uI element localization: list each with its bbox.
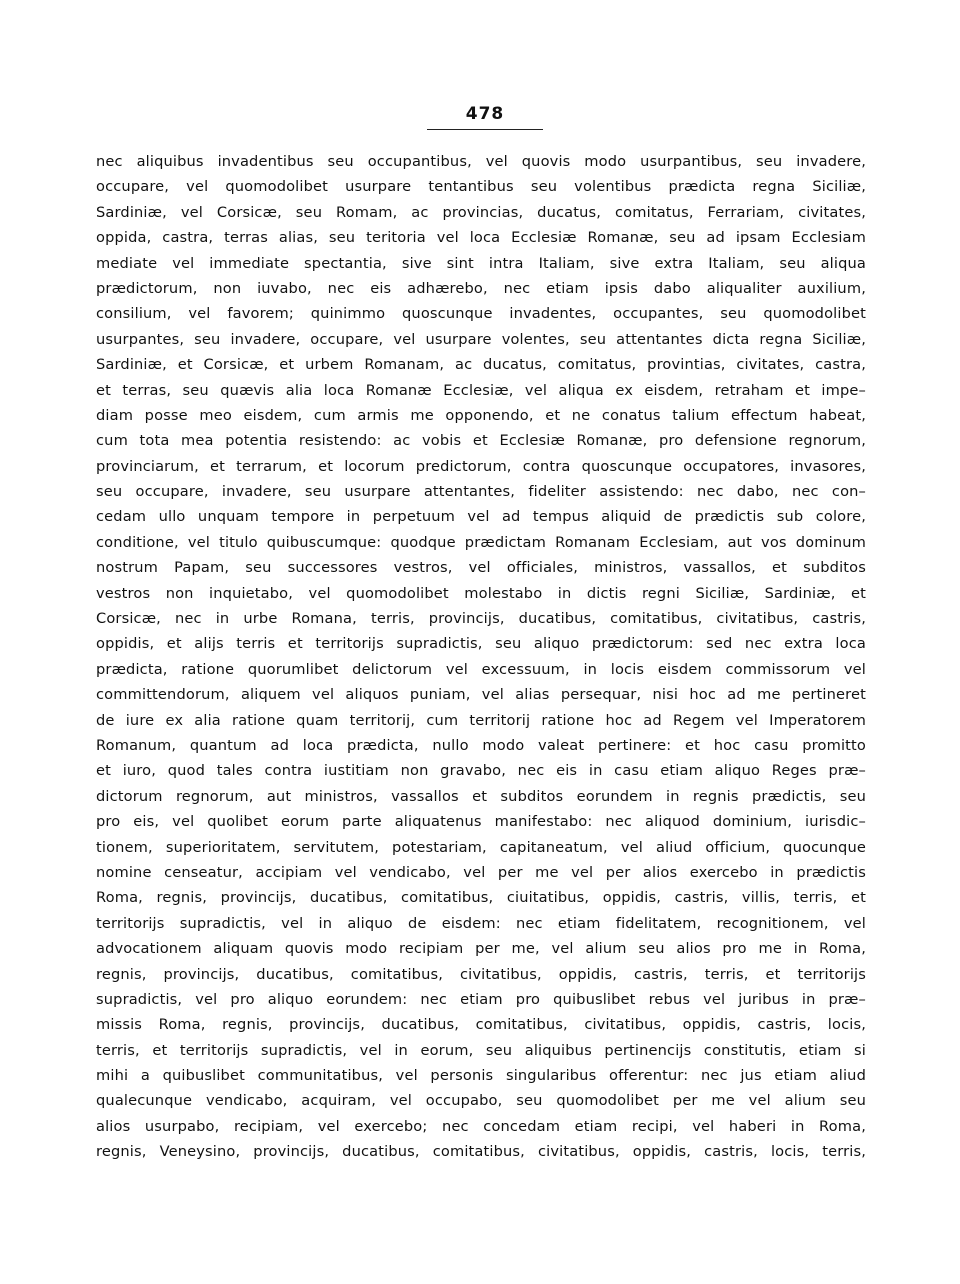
page-number: 478 (465, 104, 505, 124)
text-line: oppidis, et alijs terris et territorijs supradictis, seu aliquo prædictorum: sed nec extra loca (96, 635, 866, 653)
text-line: Corsicæ, nec in urbe Romana, terris, provincijs, ducatibus, comitatibus, civitatibus, castris, (96, 610, 866, 628)
text-line: nomine censeatur, accipiam vel vendicabo, vel per me vel per alios exercebo in prædictis (96, 863, 866, 881)
text-line: qualecunque vendicabo, acquiram, vel occupabo, seu quomodolibet per me vel alium seu (96, 1092, 866, 1110)
text-line: Sardiniæ, vel Corsicæ, seu Romam, ac provincias, ducatus, comitatus, Ferrariam, civitates, (96, 203, 866, 221)
text-line: cedam ullo unquam tempore in perpetuum vel ad tempus aliquid de prædictis sub colore, (96, 508, 866, 526)
text-line: cum tota mea potentia resistendo: ac vobis et Ecclesiæ Romanæ, pro defensione regnorum, (96, 432, 866, 450)
text-line: supradictis, vel pro aliquo eorundem: nec etiam pro quibuslibet rebus vel juribus in præ– (96, 990, 866, 1008)
text-line: dictorum regnorum, aut ministros, vassallos et subditos eorundem in regnis prædictis, seu (96, 787, 866, 805)
text-line: Romanum, quantum ad loca prædicta, nullo modo valeat pertinere: et hoc casu promitto (96, 736, 866, 754)
text-line: et iuro, quod tales contra iustitiam non gravabo, nec eis in casu etiam aliquo Reges præ– (96, 762, 866, 780)
text-line: prædictorum, non iuvabo, nec eis adhærebo, nec etiam ipsis dabo aliqualiter auxilium, (96, 279, 866, 297)
text-line: Sardiniæ, et Corsicæ, et urbem Romanam, ac ducatus, comitatus, provintias, civitates, castra, (96, 356, 866, 374)
text-line: committendorum, aliquem vel aliquos puniam, vel alias persequar, nisi hoc ad me pertineret (96, 686, 866, 704)
text-line: consilium, vel favorem; quinimmo quoscunque invadentes, occupantes, seu quomodolibet (96, 305, 866, 323)
text-line: mediate vel immediate spectantia, sive sint intra Italiam, sive extra Italiam, seu aliqua (96, 254, 866, 272)
text-line: nec aliquibus invadentibus seu occupantibus, vel quovis modo usurpantibus, seu invadere, (96, 153, 866, 170)
text-line: missis Roma, regnis, provincijs, ducatibus, comitatibus, civitatibus, oppidis, castris, locis, (96, 1016, 866, 1034)
text-line: oppida, castra, terras alias, seu teritoria vel loca Ecclesiæ Romanæ, seu ad ipsam Ecclesiam (96, 229, 866, 247)
text-line: terris, et territorijs supradictis, vel in eorum, seu aliquibus pertinencijs constitutis, etiam si (96, 1041, 866, 1059)
text-line: tionem, superioritatem, servitutem, potestariam, capitaneatum, vel aliud officium, quocunque (96, 838, 866, 856)
text-line: diam posse meo eisdem, cum armis me opponendo, et ne conatus talium effectum habeat, (96, 406, 866, 424)
text-line: seu occupare, invadere, seu usurpare attentantes, fideliter assistendo: nec dabo, nec con– (96, 483, 866, 501)
text-line: de iure ex alia ratione quam territorij, cum territorij ratione hoc ad Regem vel Imperatorem (96, 711, 866, 729)
body-text (96, 149, 866, 1165)
text-line: et terras, seu quævis alia loca Romanæ Ecclesiæ, vel aliqua ex eisdem, retraham et impe– (96, 381, 866, 399)
text-line: provinciarum, et terrarum, et locorum predictorum, contra quoscunque occupatores, invasores, (96, 457, 866, 475)
text-line: prædicta, ratione quorumlibet delictorum vel excessuum, in locis eisdem commissorum vel (96, 660, 866, 678)
text-line: alios usurpabo, recipiam, vel exercebo; nec concedam etiam recipi, vel haberi in Roma, (96, 1117, 866, 1135)
text-line: nostrum Papam, seu successores vestros, vel officiales, ministros, vassallos, et subditos (96, 559, 866, 577)
text-line: advocationem aliquam quovis modo recipiam per me, vel alium seu alios pro me in Roma, (96, 940, 866, 958)
text-line: vestros non inquietabo, vel quomodolibet molestabo in dictis regni Siciliæ, Sardiniæ, et (96, 584, 866, 602)
text-line: conditione, vel titulo quibuscumque: quodque prædictam Romanam Ecclesiam, aut vos dominum (96, 533, 866, 551)
text-line: regnis, Veneysino, provincijs, ducatibus, comitatibus, civitatibus, oppidis, castris, locis, terris, (96, 1143, 866, 1161)
header-rule (427, 129, 543, 130)
text-line: territorijs supradictis, vel in aliquo de eisdem: nec etiam fidelitatem, recognitionem, vel (96, 914, 866, 932)
text-line: mihi a quibuslibet communitatibus, vel personis singularibus offerentur: nec jus etiam aliud (96, 1067, 866, 1085)
text-line: Roma, regnis, provincijs, ducatibus, comitatibus, ciuitatibus, oppidis, castris, villis, terris, et (96, 889, 866, 907)
text-line: occupare, vel quomodolibet usurpare tentantibus seu volentibus prædicta regna Siciliæ, (96, 178, 866, 196)
text-line: usurpantes, seu invadere, occupare, vel usurpare volentes, seu attentantes dicta regna Siciliæ, (96, 330, 866, 348)
text-line: pro eis, vel quolibet eorum parte aliquatenus manifestabo: nec aliquod dominium, iurisdic– (96, 813, 866, 831)
text-line: regnis, provincijs, ducatibus, comitatibus, civitatibus, oppidis, castris, terris, et territorijs (96, 965, 866, 983)
